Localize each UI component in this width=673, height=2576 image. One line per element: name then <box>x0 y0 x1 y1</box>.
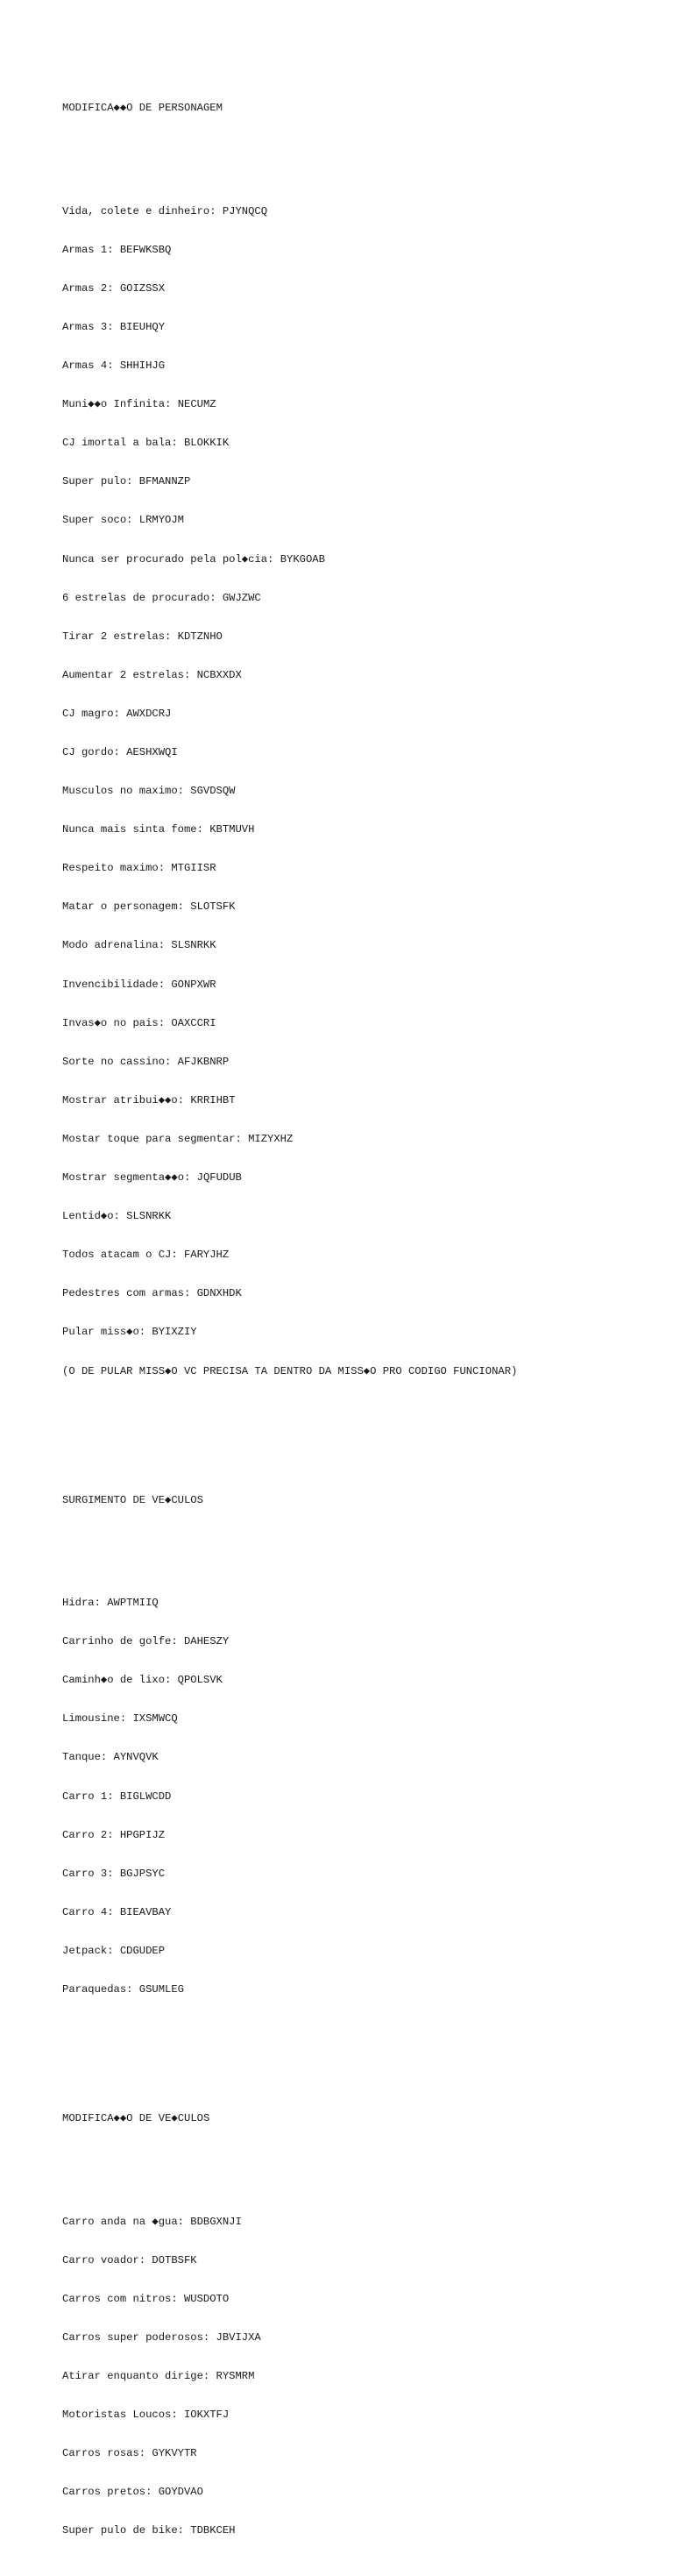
cheat-line: Aumentar 2 estrelas: NCBXXDX <box>62 668 242 681</box>
cheat-line: Carro anda na ◆gua: BDBGXNJI <box>62 2215 242 2228</box>
cheat-line: Carro 3: BGJPSYC <box>62 1867 166 1880</box>
cheat-line: Vida, colete e dinheiro: PJYNQCQ <box>62 204 268 217</box>
section-list-surgimento <box>62 1571 655 2022</box>
cheat-line: Super pulo: BFMANNZP <box>62 475 191 488</box>
cheat-line: 6 estrelas de procurado: GWJZWC <box>62 591 261 604</box>
cheat-line: Modo adrenalina: SLSNRKK <box>62 939 216 952</box>
document-page <box>62 63 655 2576</box>
cheat-line: Lentid◆o: SLSNRKK <box>62 1210 172 1223</box>
note-line: (O DE PULAR MISS◆O VC PRECISA TA DENTRO DA MISS◆O PRO CODIGO FUNCIONAR) <box>62 1364 518 1377</box>
cheat-line: Hidra: AWPTMIIQ <box>62 1597 159 1610</box>
cheat-line: Matar o personagem: SLOTSFK <box>62 900 236 914</box>
cheat-line: Motoristas Loucos: IOKXTFJ <box>62 2409 230 2422</box>
blank-line <box>62 140 655 153</box>
cheat-line: Mostrar atribui◆◆o: KRRIHBT <box>62 1093 236 1107</box>
cheat-line: Musculos no maximo: SGVDSQW <box>62 785 236 798</box>
cheat-line: Carros pretos: GOYDVAO <box>62 2486 203 2499</box>
cheat-line: Armas 4: SHHIHJG <box>62 359 166 373</box>
cheat-line: Todos atacam o CJ: FARYJHZ <box>62 1249 230 1262</box>
cheat-line: CJ magro: AWXDCRJ <box>62 707 172 720</box>
cheat-line: Carros com nitros: WUSDOTO <box>62 2292 230 2305</box>
cheat-line: Armas 1: BEFWKSBQ <box>62 243 172 256</box>
cheat-line: Carro voador: DOTBSFK <box>62 2253 197 2266</box>
section-heading-veiculos: MODIFICA◆◆O DE VE◆CULOS <box>62 2112 210 2125</box>
section-heading-surgimento: SURGIMENTO DE VE◆CULOS <box>62 1493 203 1506</box>
cheat-line: CJ imortal a bala: BLOKKIK <box>62 437 230 450</box>
cheat-line: Armas 2: GOIZSSX <box>62 281 166 295</box>
cheat-line: Invencibilidade: GONPXWR <box>62 978 216 991</box>
section-list-personagem <box>62 179 655 1403</box>
cheat-line: Pedestres com armas: GDNXHDK <box>62 1287 242 1300</box>
cheat-line: Carros rosas: GYKVYTR <box>62 2447 197 2460</box>
cheat-line: Super soco: LRMYOJM <box>62 514 184 527</box>
cheat-line: CJ gordo: AESHXWQI <box>62 746 178 759</box>
cheat-line: Tanque: AYNVQVK <box>62 1751 159 1764</box>
cheat-line: Atirar enquanto dirige: RYSMRM <box>62 2370 255 2383</box>
cheat-line: Armas 3: BIEUHQY <box>62 320 166 333</box>
blank-line <box>62 2151 655 2164</box>
cheat-line: Carro 2: HPGPIJZ <box>62 1828 166 1841</box>
cheat-line: Pular miss◆o: BYIXZIY <box>62 1326 197 1339</box>
cheat-line: Tirar 2 estrelas: KDTZNHO <box>62 630 223 643</box>
cheat-line: Carro 4: BIEAVBAY <box>62 1905 172 1918</box>
cheat-line: Mostar toque para segmentar: MIZYXHZ <box>62 1132 294 1145</box>
blank-line <box>62 1533 655 1546</box>
cheat-line: Carro 1: BIGLWCDD <box>62 1790 172 1803</box>
cheat-line: Mostrar segmenta◆◆o: JQFUDUB <box>62 1171 242 1185</box>
section-heading-personagem: MODIFICA◆◆O DE PERSONAGEM <box>62 102 223 115</box>
cheat-line: Jetpack: CDGUDEP <box>62 1944 166 1957</box>
cheat-line: Carros super poderosos: JBVIJXA <box>62 2330 261 2344</box>
blank-line <box>62 1429 655 1442</box>
cheat-line: Carrinho de golfe: DAHESZY <box>62 1635 230 1648</box>
cheat-line: Nunca mais sinta fome: KBTMUVH <box>62 823 255 836</box>
cheat-line: Muni◆◆o Infinita: NECUMZ <box>62 398 216 411</box>
cheat-line: Respeito maximo: MTGIISR <box>62 862 216 875</box>
cheat-line: Paraquedas: GSUMLEG <box>62 1983 184 1996</box>
section-list-veiculos <box>62 2189 655 2563</box>
cheat-line: Caminh◆o de lixo: QPOLSVK <box>62 1674 223 1687</box>
cheat-line: Invas◆o no pais: OAXCCRI <box>62 1016 216 1029</box>
cheat-line: Limousine: IXSMWCQ <box>62 1712 178 1726</box>
cheat-line: Sorte no cassino: AFJKBNRP <box>62 1055 230 1068</box>
cheat-line: Super pulo de bike: TDBKCEH <box>62 2524 236 2537</box>
cheat-line: Nunca ser procurado pela pol◆cia: BYKGOAB <box>62 552 325 566</box>
blank-line <box>62 2048 655 2061</box>
